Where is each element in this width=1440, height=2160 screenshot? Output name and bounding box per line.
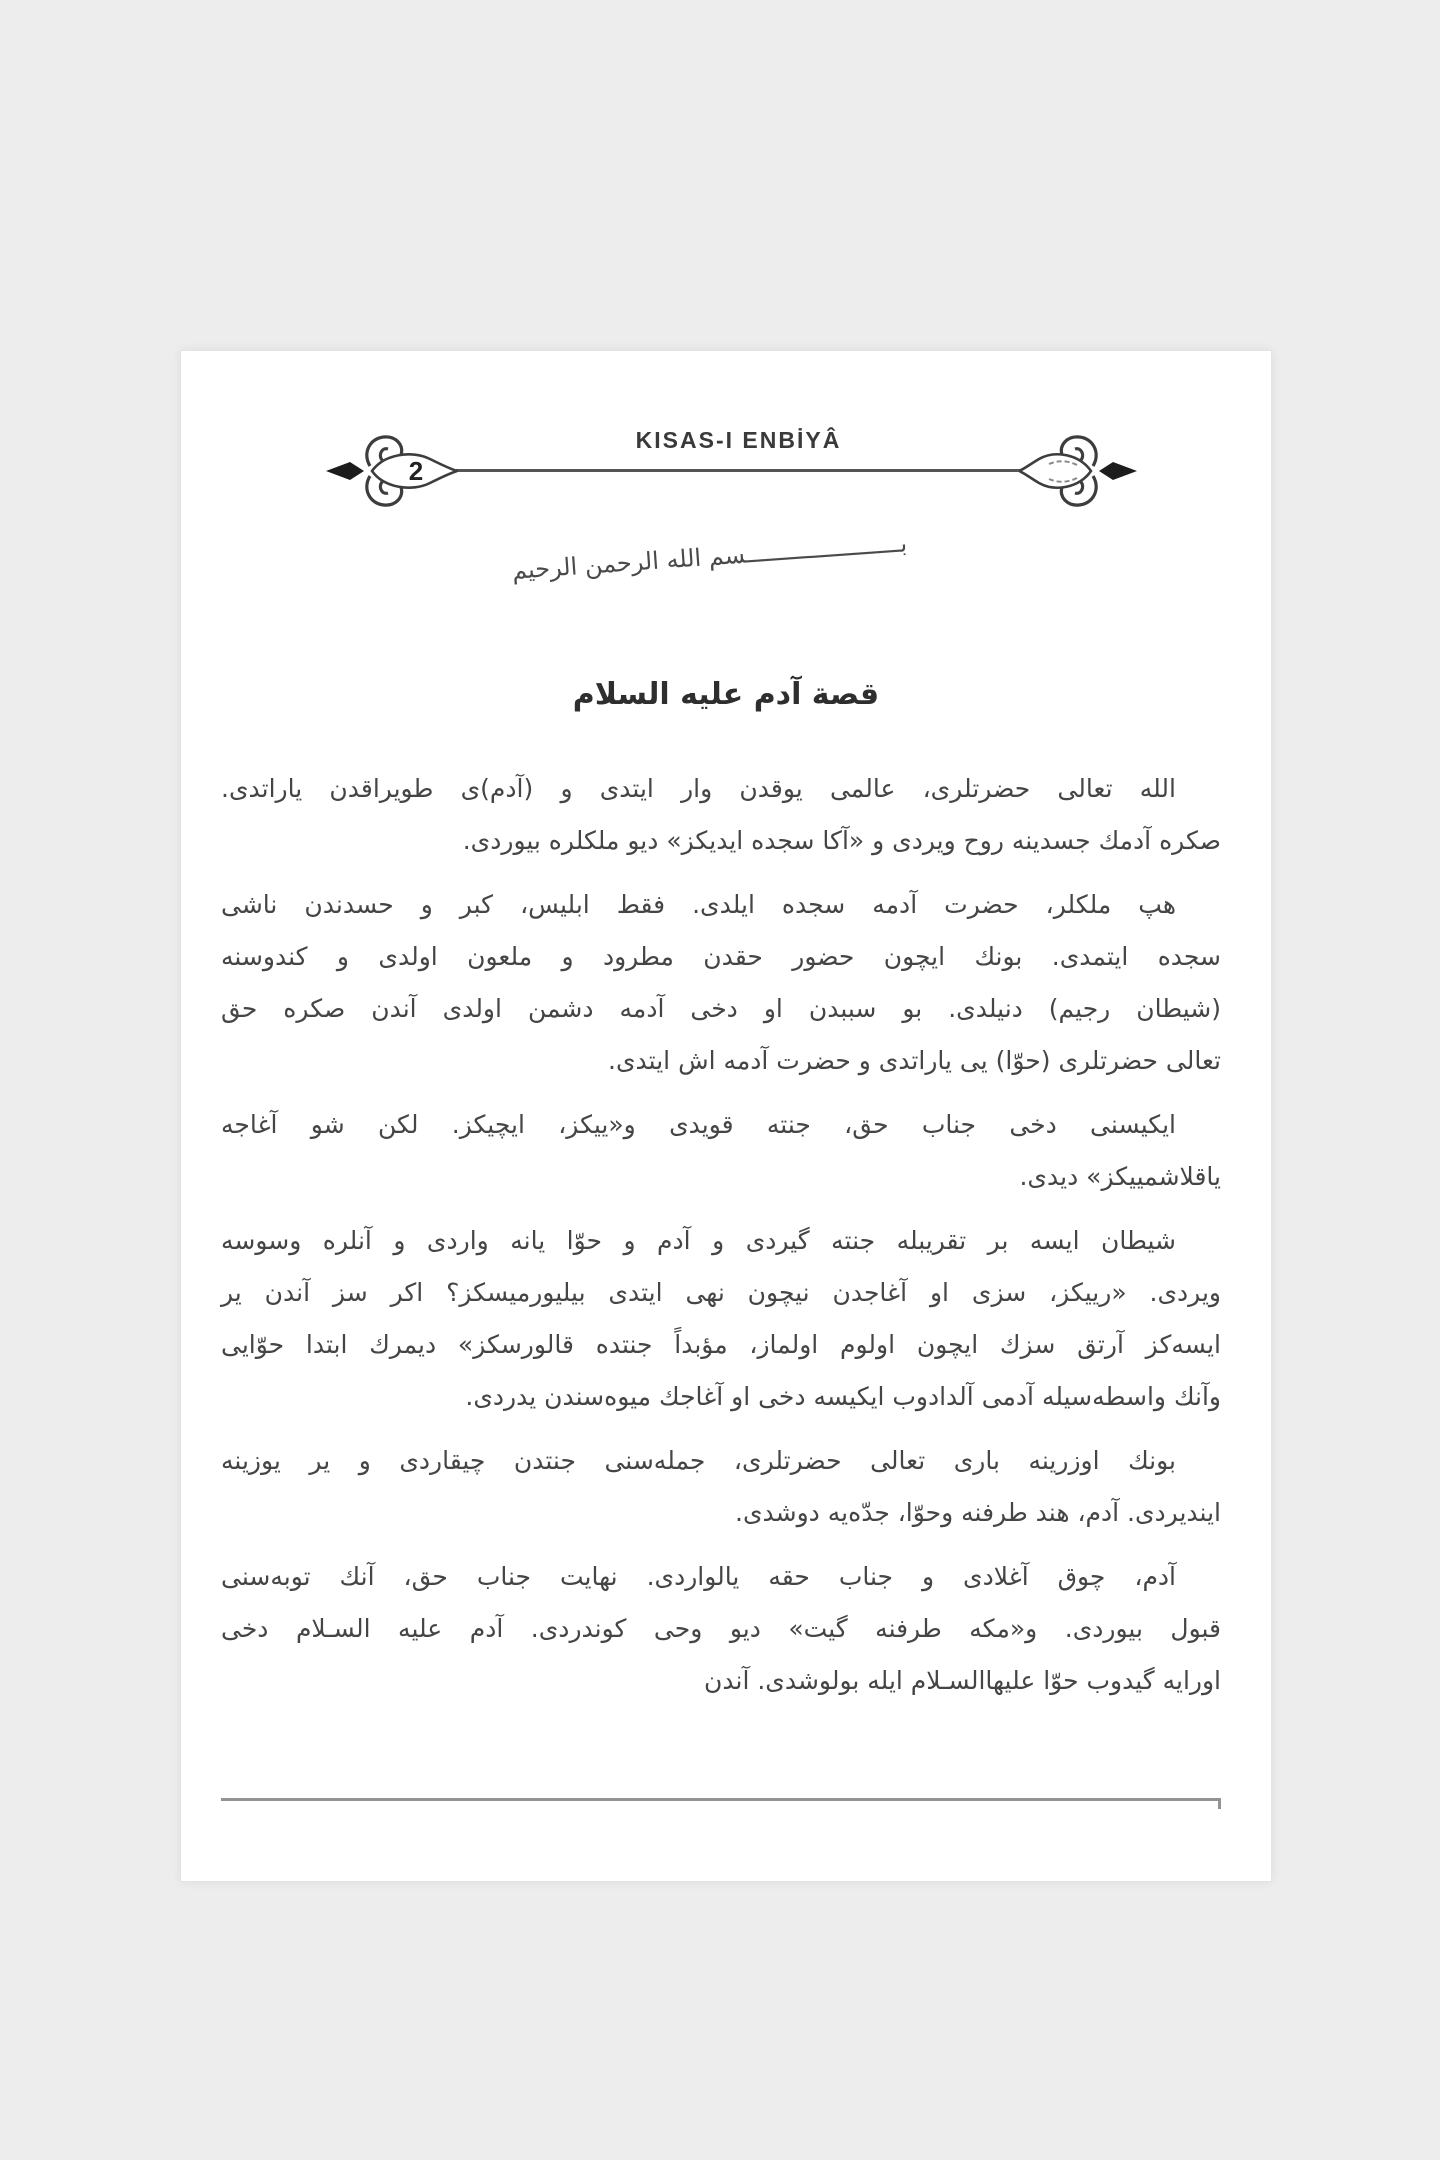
text-line: ايسه‌كز آرتق سزك ايچون اولوم اولماز، مؤبداً جنتده قالورسكز» ديمرك ابتدا حوّايى	[221, 1330, 1221, 1359]
text-line: (شيطان رجيم) دنيلدى. بو سببدن او دخى آدمه دشمن اولدى آندن صكره حق	[221, 994, 1221, 1023]
basmala-calligraphy: بــــــــــــــــــــــسم الله الرحمن الرحيم	[511, 529, 908, 585]
diamond-finial-icon	[326, 462, 364, 480]
header-ornament-left-icon	[324, 421, 458, 521]
text-line: ويردى. «رييكز، سزى او آغاجدن نيچون نهى ايتدى بيليورميسكز؟ اكر سز آندن ير	[221, 1278, 1221, 1307]
page-body-text	[221, 763, 1221, 1719]
leaf-cartouche-icon	[1019, 454, 1091, 487]
page-number: 2	[408, 456, 424, 486]
text-line: بونك اوزرينه بارى تعالى حضرتلرى، جمله‌سنى جنتدن چيقاردى و ير يوزينه	[221, 1446, 1176, 1475]
text-line: صكره آدمك جسدينه روح ويردى و «آكا سجده ايديكز» ديو ملكلره بيوردى.	[462, 826, 1221, 855]
paragraph	[221, 879, 1221, 1087]
text-line: آدم، چوق آغلادى و جناب حقه يالواردى. نهايت جناب حق، آنك توبه‌سنى	[221, 1562, 1176, 1591]
text-line: ياقلاشمييكز» ديدى.	[1019, 1162, 1221, 1191]
header-ornament-right-icon	[1019, 421, 1139, 521]
text-line: قبول بيوردى. و«مكه طرفنه گيت» ديو وحى كوندردى. آدم عليه السـلام دخى	[221, 1614, 1221, 1643]
text-line: شيطان ايسه بر تقريبله جنته گيردى و آدم و حوّا يانه واردى و آنلره وسوسه	[221, 1226, 1176, 1255]
footer-rule	[221, 1798, 1221, 1801]
text-line: هپ ملكلر، حضرت آدمه سجده ايلدى. فقط ابليس، كبر و حسدندن ناشى	[221, 890, 1176, 919]
footer-rule-tick	[1218, 1798, 1221, 1809]
paragraph	[221, 763, 1221, 867]
text-line: اورايه گيدوب حوّا عليهاالسـلام ايله بولوشدى. آندن	[704, 1666, 1221, 1695]
paragraph	[221, 1435, 1221, 1539]
text-line: سجده ايتمدى. بونك ايچون حضور حقدن مطرود و ملعون اولدى و كندوسنه	[221, 942, 1221, 971]
header-rule	[456, 469, 1021, 472]
diamond-finial-icon	[1099, 462, 1137, 480]
paragraph	[221, 1551, 1221, 1707]
text-line: ايكيسنى دخى جناب حق، جنته قويدى و«ييكز، ايچيكز. لكن شو آغاجه	[221, 1110, 1176, 1139]
text-line: اينديردى. آدم، هند طرفنه وحوّا، جدّه‌يه دوشدى.	[735, 1498, 1221, 1527]
paragraph	[221, 1215, 1221, 1423]
book-title: KISAS-I ENBİYÂ	[635, 427, 842, 453]
book-page	[180, 350, 1272, 1882]
text-line: وآنك واسطه‌سيله آدمى آلدادوب ايكيسه دخى او آغاجك ميوه‌سندن يدردى.	[465, 1382, 1221, 1411]
paragraph	[221, 1099, 1221, 1203]
text-line: الله تعالى حضرتلرى، عالمى يوقدن وار ايتدى و (آدم)ى طويراقدن ياراتدى.	[221, 774, 1176, 803]
section-title: قصة آدم عليه السلام	[572, 677, 880, 712]
text-line: تعالى حضرتلرى (حوّا) يى ياراتدى و حضرت آدمه اش ايتدى.	[608, 1046, 1221, 1075]
